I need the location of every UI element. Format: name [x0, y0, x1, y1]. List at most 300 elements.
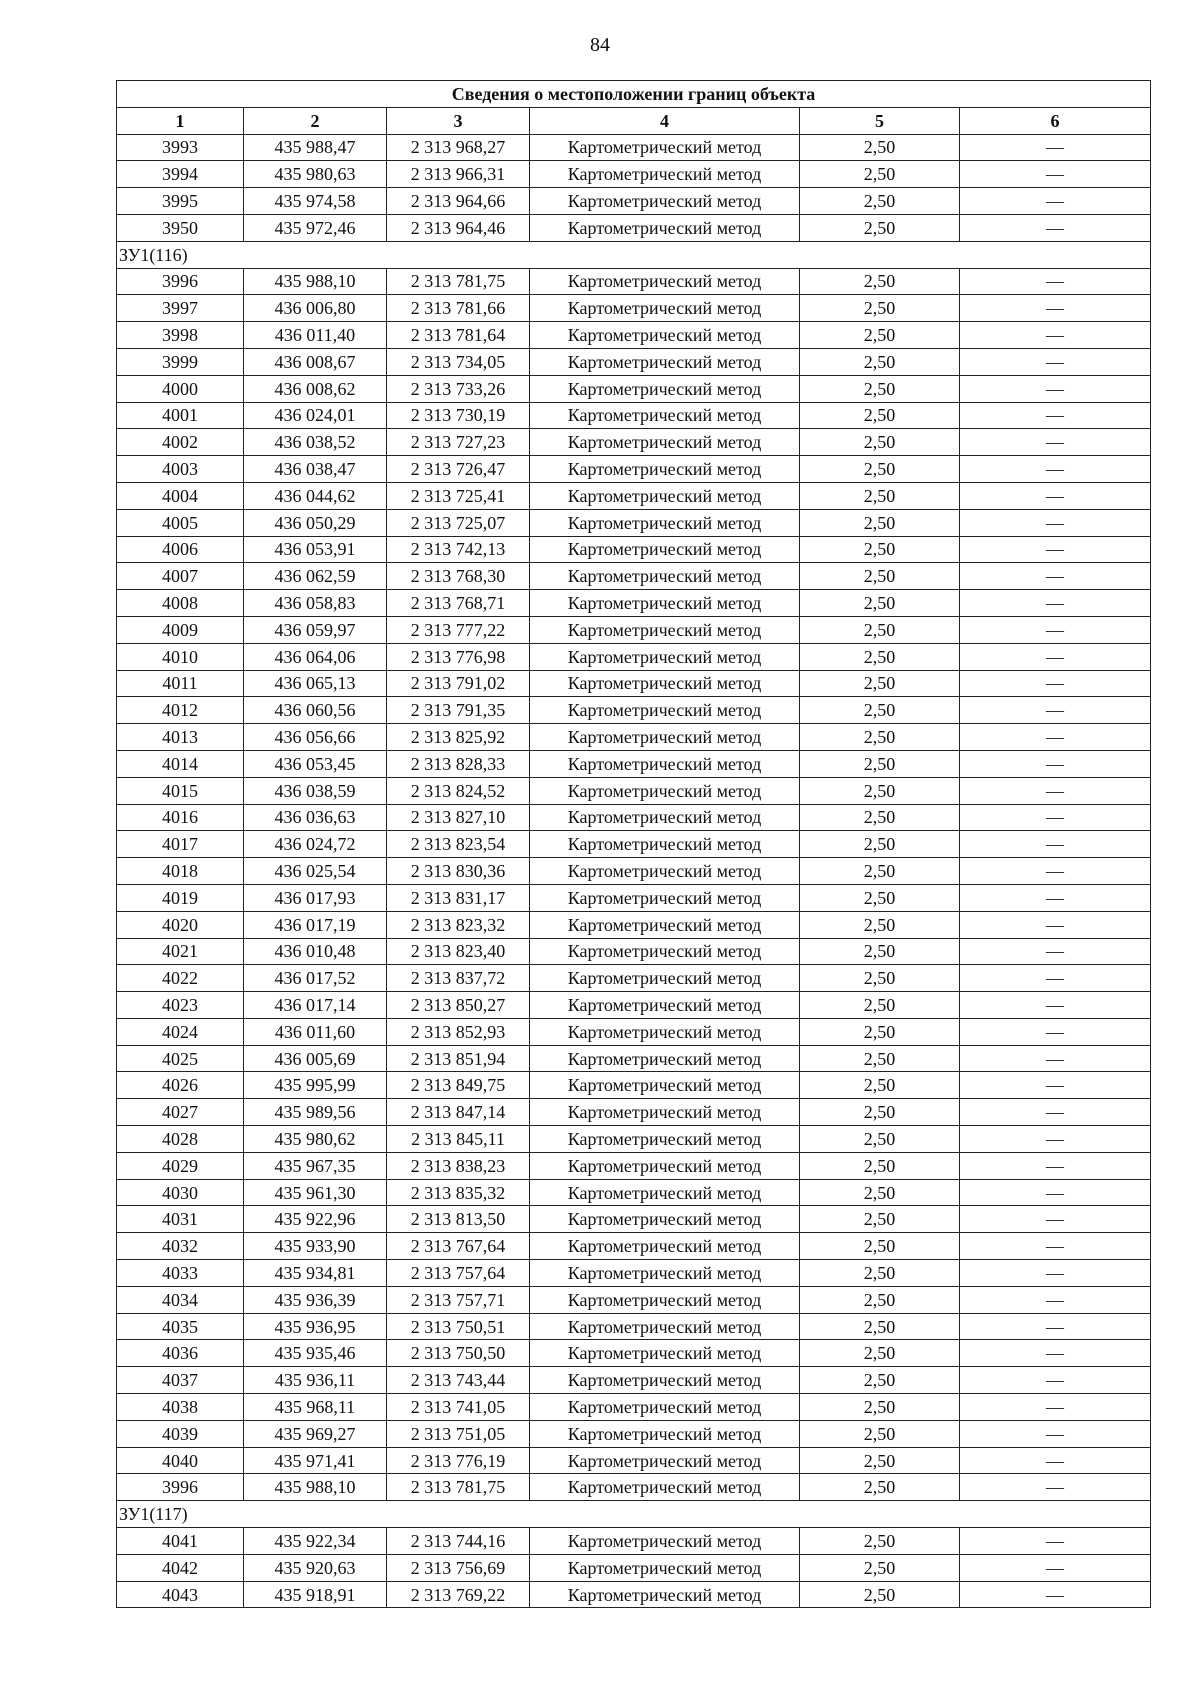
note-cell: —: [960, 429, 1151, 456]
x-coordinate-cell: 435 968,11: [244, 1394, 387, 1421]
y-coordinate-cell: 2 313 767,64: [387, 1233, 530, 1260]
x-coordinate-cell: 436 038,47: [244, 456, 387, 483]
x-coordinate-cell: 435 918,91: [244, 1581, 387, 1608]
y-coordinate-cell: 2 313 777,22: [387, 616, 530, 643]
method-cell: Картометрический метод: [530, 188, 800, 215]
x-coordinate-cell: 435 967,35: [244, 1152, 387, 1179]
note-cell: —: [960, 268, 1151, 295]
note-cell: —: [960, 1152, 1151, 1179]
accuracy-cell: 2,50: [800, 1554, 960, 1581]
table-row: [117, 992, 1151, 1019]
y-coordinate-cell: 2 313 730,19: [387, 402, 530, 429]
method-cell: Картометрический метод: [530, 509, 800, 536]
note-cell: —: [960, 1099, 1151, 1126]
x-coordinate-cell: 436 017,52: [244, 965, 387, 992]
coordinates-table: [116, 80, 1151, 1608]
point-number-cell: 4005: [117, 509, 244, 536]
accuracy-cell: 2,50: [800, 1260, 960, 1287]
y-coordinate-cell: 2 313 845,11: [387, 1126, 530, 1153]
accuracy-cell: 2,50: [800, 456, 960, 483]
note-cell: —: [960, 1313, 1151, 1340]
accuracy-cell: 2,50: [800, 348, 960, 375]
point-number-cell: 4031: [117, 1206, 244, 1233]
method-cell: Картометрический метод: [530, 1206, 800, 1233]
method-cell: Картометрический метод: [530, 456, 800, 483]
point-number-cell: 3998: [117, 322, 244, 349]
x-coordinate-cell: 436 024,72: [244, 831, 387, 858]
y-coordinate-cell: 2 313 824,52: [387, 777, 530, 804]
method-cell: Картометрический метод: [530, 402, 800, 429]
method-cell: Картометрический метод: [530, 670, 800, 697]
x-coordinate-cell: 436 058,83: [244, 590, 387, 617]
method-cell: Картометрический метод: [530, 777, 800, 804]
accuracy-cell: 2,50: [800, 214, 960, 241]
x-coordinate-cell: 435 988,10: [244, 268, 387, 295]
x-coordinate-cell: 435 934,81: [244, 1260, 387, 1287]
x-coordinate-cell: 436 053,45: [244, 750, 387, 777]
column-header: 4: [530, 107, 800, 134]
y-coordinate-cell: 2 313 768,30: [387, 563, 530, 590]
table-title-row: [117, 81, 1151, 108]
point-number-cell: 4033: [117, 1260, 244, 1287]
accuracy-cell: 2,50: [800, 1474, 960, 1501]
accuracy-cell: 2,50: [800, 1447, 960, 1474]
method-cell: Картометрический метод: [530, 965, 800, 992]
group-label: ЗУ1(116): [117, 241, 1151, 268]
accuracy-cell: 2,50: [800, 188, 960, 215]
column-header: 1: [117, 107, 244, 134]
table-row: [117, 402, 1151, 429]
note-cell: —: [960, 1528, 1151, 1555]
x-coordinate-cell: 435 935,46: [244, 1340, 387, 1367]
note-cell: —: [960, 1286, 1151, 1313]
accuracy-cell: 2,50: [800, 911, 960, 938]
column-header: 6: [960, 107, 1151, 134]
method-cell: Картометрический метод: [530, 536, 800, 563]
method-cell: Картометрический метод: [530, 1474, 800, 1501]
x-coordinate-cell: 435 988,10: [244, 1474, 387, 1501]
table-row: [117, 1099, 1151, 1126]
method-cell: Картометрический метод: [530, 750, 800, 777]
note-cell: —: [960, 214, 1151, 241]
y-coordinate-cell: 2 313 734,05: [387, 348, 530, 375]
point-number-cell: 4017: [117, 831, 244, 858]
accuracy-cell: 2,50: [800, 1072, 960, 1099]
table-row: [117, 268, 1151, 295]
method-cell: Картометрический метод: [530, 884, 800, 911]
point-number-cell: 4035: [117, 1313, 244, 1340]
accuracy-cell: 2,50: [800, 375, 960, 402]
method-cell: Картометрический метод: [530, 804, 800, 831]
accuracy-cell: 2,50: [800, 161, 960, 188]
accuracy-cell: 2,50: [800, 1313, 960, 1340]
point-number-cell: 4034: [117, 1286, 244, 1313]
accuracy-cell: 2,50: [800, 1152, 960, 1179]
note-cell: —: [960, 188, 1151, 215]
table-row: [117, 536, 1151, 563]
point-number-cell: 4023: [117, 992, 244, 1019]
note-cell: —: [960, 777, 1151, 804]
note-cell: —: [960, 509, 1151, 536]
method-cell: Картометрический метод: [530, 1554, 800, 1581]
point-number-cell: 4026: [117, 1072, 244, 1099]
table-row: [117, 1260, 1151, 1287]
x-coordinate-cell: 435 972,46: [244, 214, 387, 241]
table-row: [117, 1179, 1151, 1206]
note-cell: —: [960, 1340, 1151, 1367]
x-coordinate-cell: 435 969,27: [244, 1420, 387, 1447]
table-row: [117, 1313, 1151, 1340]
note-cell: —: [960, 402, 1151, 429]
point-number-cell: 3993: [117, 134, 244, 161]
y-coordinate-cell: 2 313 837,72: [387, 965, 530, 992]
method-cell: Картометрический метод: [530, 1340, 800, 1367]
accuracy-cell: 2,50: [800, 804, 960, 831]
note-cell: —: [960, 884, 1151, 911]
point-number-cell: 4029: [117, 1152, 244, 1179]
method-cell: Картометрический метод: [530, 1152, 800, 1179]
method-cell: Картометрический метод: [530, 1447, 800, 1474]
method-cell: Картометрический метод: [530, 1126, 800, 1153]
y-coordinate-cell: 2 313 847,14: [387, 1099, 530, 1126]
x-coordinate-cell: 435 936,95: [244, 1313, 387, 1340]
y-coordinate-cell: 2 313 813,50: [387, 1206, 530, 1233]
x-coordinate-cell: 436 017,19: [244, 911, 387, 938]
point-number-cell: 4015: [117, 777, 244, 804]
accuracy-cell: 2,50: [800, 643, 960, 670]
x-coordinate-cell: 436 038,52: [244, 429, 387, 456]
point-number-cell: 4016: [117, 804, 244, 831]
point-number-cell: 4037: [117, 1367, 244, 1394]
x-coordinate-cell: 435 936,11: [244, 1367, 387, 1394]
table-row: [117, 1126, 1151, 1153]
accuracy-cell: 2,50: [800, 429, 960, 456]
table-row: [117, 322, 1151, 349]
y-coordinate-cell: 2 313 852,93: [387, 1018, 530, 1045]
table-row: [117, 643, 1151, 670]
accuracy-cell: 2,50: [800, 616, 960, 643]
method-cell: Картометрический метод: [530, 1072, 800, 1099]
table-row: [117, 750, 1151, 777]
table-row: [117, 1447, 1151, 1474]
point-number-cell: 4000: [117, 375, 244, 402]
point-number-cell: 4027: [117, 1099, 244, 1126]
y-coordinate-cell: 2 313 823,40: [387, 938, 530, 965]
accuracy-cell: 2,50: [800, 1367, 960, 1394]
y-coordinate-cell: 2 313 742,13: [387, 536, 530, 563]
y-coordinate-cell: 2 313 750,50: [387, 1340, 530, 1367]
x-coordinate-cell: 436 011,40: [244, 322, 387, 349]
x-coordinate-cell: 435 933,90: [244, 1233, 387, 1260]
table-row: [117, 1152, 1151, 1179]
table-row: [117, 1206, 1151, 1233]
x-coordinate-cell: 436 062,59: [244, 563, 387, 590]
point-number-cell: 4036: [117, 1340, 244, 1367]
point-number-cell: 4011: [117, 670, 244, 697]
table-row: [117, 1233, 1151, 1260]
accuracy-cell: 2,50: [800, 697, 960, 724]
method-cell: Картометрический метод: [530, 161, 800, 188]
y-coordinate-cell: 2 313 781,75: [387, 268, 530, 295]
method-cell: Картометрический метод: [530, 1260, 800, 1287]
note-cell: —: [960, 1126, 1151, 1153]
point-number-cell: 4024: [117, 1018, 244, 1045]
accuracy-cell: 2,50: [800, 965, 960, 992]
method-cell: Картометрический метод: [530, 134, 800, 161]
x-coordinate-cell: 436 005,69: [244, 1045, 387, 1072]
table-row: [117, 161, 1151, 188]
method-cell: Картометрический метод: [530, 724, 800, 751]
point-number-cell: 3994: [117, 161, 244, 188]
method-cell: Картометрический метод: [530, 214, 800, 241]
method-cell: Картометрический метод: [530, 992, 800, 1019]
accuracy-cell: 2,50: [800, 1099, 960, 1126]
group-row: [117, 241, 1151, 268]
point-number-cell: 4022: [117, 965, 244, 992]
y-coordinate-cell: 2 313 743,44: [387, 1367, 530, 1394]
point-number-cell: 4007: [117, 563, 244, 590]
point-number-cell: 4041: [117, 1528, 244, 1555]
note-cell: —: [960, 1420, 1151, 1447]
method-cell: Картометрический метод: [530, 1179, 800, 1206]
note-cell: —: [960, 1581, 1151, 1608]
point-number-cell: 4028: [117, 1126, 244, 1153]
point-number-cell: 3997: [117, 295, 244, 322]
y-coordinate-cell: 2 313 791,02: [387, 670, 530, 697]
y-coordinate-cell: 2 313 725,07: [387, 509, 530, 536]
note-cell: —: [960, 804, 1151, 831]
y-coordinate-cell: 2 313 851,94: [387, 1045, 530, 1072]
accuracy-cell: 2,50: [800, 134, 960, 161]
accuracy-cell: 2,50: [800, 563, 960, 590]
note-cell: —: [960, 134, 1151, 161]
table-row: [117, 777, 1151, 804]
point-number-cell: 4040: [117, 1447, 244, 1474]
accuracy-cell: 2,50: [800, 295, 960, 322]
note-cell: —: [960, 616, 1151, 643]
note-cell: —: [960, 1233, 1151, 1260]
point-number-cell: 4001: [117, 402, 244, 429]
x-coordinate-cell: 436 024,01: [244, 402, 387, 429]
method-cell: Картометрический метод: [530, 1367, 800, 1394]
table-row: [117, 884, 1151, 911]
y-coordinate-cell: 2 313 769,22: [387, 1581, 530, 1608]
method-cell: Картометрический метод: [530, 1045, 800, 1072]
x-coordinate-cell: 435 961,30: [244, 1179, 387, 1206]
y-coordinate-cell: 2 313 966,31: [387, 161, 530, 188]
table-row: [117, 1045, 1151, 1072]
accuracy-cell: 2,50: [800, 1126, 960, 1153]
point-number-cell: 4025: [117, 1045, 244, 1072]
y-coordinate-cell: 2 313 727,23: [387, 429, 530, 456]
table-row: [117, 1367, 1151, 1394]
y-coordinate-cell: 2 313 838,23: [387, 1152, 530, 1179]
x-coordinate-cell: 436 025,54: [244, 858, 387, 885]
column-header: 2: [244, 107, 387, 134]
x-coordinate-cell: 435 980,62: [244, 1126, 387, 1153]
y-coordinate-cell: 2 313 757,71: [387, 1286, 530, 1313]
method-cell: Картометрический метод: [530, 295, 800, 322]
note-cell: —: [960, 1018, 1151, 1045]
point-number-cell: 4006: [117, 536, 244, 563]
y-coordinate-cell: 2 313 964,66: [387, 188, 530, 215]
x-coordinate-cell: 436 011,60: [244, 1018, 387, 1045]
note-cell: —: [960, 482, 1151, 509]
x-coordinate-cell: 436 010,48: [244, 938, 387, 965]
accuracy-cell: 2,50: [800, 1286, 960, 1313]
accuracy-cell: 2,50: [800, 831, 960, 858]
column-number-row: [117, 107, 1151, 134]
method-cell: Картометрический метод: [530, 643, 800, 670]
accuracy-cell: 2,50: [800, 1581, 960, 1608]
y-coordinate-cell: 2 313 781,66: [387, 295, 530, 322]
table-row: [117, 831, 1151, 858]
point-number-cell: 3950: [117, 214, 244, 241]
method-cell: Картометрический метод: [530, 858, 800, 885]
note-cell: —: [960, 965, 1151, 992]
x-coordinate-cell: 435 922,96: [244, 1206, 387, 1233]
point-number-cell: 3999: [117, 348, 244, 375]
table-row: [117, 1394, 1151, 1421]
x-coordinate-cell: 436 053,91: [244, 536, 387, 563]
point-number-cell: 4043: [117, 1581, 244, 1608]
x-coordinate-cell: 436 064,06: [244, 643, 387, 670]
accuracy-cell: 2,50: [800, 1018, 960, 1045]
note-cell: —: [960, 590, 1151, 617]
table-row: [117, 1072, 1151, 1099]
point-number-cell: 4003: [117, 456, 244, 483]
note-cell: —: [960, 1367, 1151, 1394]
point-number-cell: 4019: [117, 884, 244, 911]
method-cell: Картометрический метод: [530, 590, 800, 617]
accuracy-cell: 2,50: [800, 992, 960, 1019]
y-coordinate-cell: 2 313 744,16: [387, 1528, 530, 1555]
group-row: [117, 1501, 1151, 1528]
y-coordinate-cell: 2 313 823,54: [387, 831, 530, 858]
accuracy-cell: 2,50: [800, 884, 960, 911]
method-cell: Картометрический метод: [530, 1394, 800, 1421]
note-cell: —: [960, 563, 1151, 590]
table-row: [117, 482, 1151, 509]
method-cell: Картометрический метод: [530, 831, 800, 858]
x-coordinate-cell: 436 008,62: [244, 375, 387, 402]
accuracy-cell: 2,50: [800, 1394, 960, 1421]
y-coordinate-cell: 2 313 791,35: [387, 697, 530, 724]
table-row: [117, 724, 1151, 751]
method-cell: Картометрический метод: [530, 1581, 800, 1608]
note-cell: —: [960, 456, 1151, 483]
method-cell: Картометрический метод: [530, 697, 800, 724]
point-number-cell: 4010: [117, 643, 244, 670]
accuracy-cell: 2,50: [800, 590, 960, 617]
point-number-cell: 4012: [117, 697, 244, 724]
column-header: 5: [800, 107, 960, 134]
table-row: [117, 670, 1151, 697]
note-cell: —: [960, 1554, 1151, 1581]
method-cell: Картометрический метод: [530, 348, 800, 375]
y-coordinate-cell: 2 313 757,64: [387, 1260, 530, 1287]
note-cell: —: [960, 1260, 1151, 1287]
x-coordinate-cell: 435 988,47: [244, 134, 387, 161]
group-label: ЗУ1(117): [117, 1501, 1151, 1528]
note-cell: —: [960, 1394, 1151, 1421]
y-coordinate-cell: 2 313 828,33: [387, 750, 530, 777]
note-cell: —: [960, 1447, 1151, 1474]
note-cell: —: [960, 670, 1151, 697]
accuracy-cell: 2,50: [800, 268, 960, 295]
x-coordinate-cell: 436 060,56: [244, 697, 387, 724]
y-coordinate-cell: 2 313 968,27: [387, 134, 530, 161]
x-coordinate-cell: 435 989,56: [244, 1099, 387, 1126]
y-coordinate-cell: 2 313 825,92: [387, 724, 530, 751]
point-number-cell: 3995: [117, 188, 244, 215]
x-coordinate-cell: 436 050,29: [244, 509, 387, 536]
point-number-cell: 4020: [117, 911, 244, 938]
y-coordinate-cell: 2 313 733,26: [387, 375, 530, 402]
x-coordinate-cell: 436 017,14: [244, 992, 387, 1019]
table-row: [117, 804, 1151, 831]
accuracy-cell: 2,50: [800, 938, 960, 965]
x-coordinate-cell: 436 056,66: [244, 724, 387, 751]
point-number-cell: 4013: [117, 724, 244, 751]
table-row: [117, 214, 1151, 241]
note-cell: —: [960, 938, 1151, 965]
x-coordinate-cell: 435 995,99: [244, 1072, 387, 1099]
x-coordinate-cell: 436 017,93: [244, 884, 387, 911]
method-cell: Картометрический метод: [530, 1018, 800, 1045]
table-row: [117, 509, 1151, 536]
table-row: [117, 1554, 1151, 1581]
x-coordinate-cell: 435 980,63: [244, 161, 387, 188]
x-coordinate-cell: 436 036,63: [244, 804, 387, 831]
note-cell: —: [960, 322, 1151, 349]
y-coordinate-cell: 2 313 850,27: [387, 992, 530, 1019]
y-coordinate-cell: 2 313 725,41: [387, 482, 530, 509]
note-cell: —: [960, 750, 1151, 777]
point-number-cell: 4014: [117, 750, 244, 777]
note-cell: —: [960, 536, 1151, 563]
table-row: [117, 188, 1151, 215]
note-cell: —: [960, 643, 1151, 670]
note-cell: —: [960, 831, 1151, 858]
method-cell: Картометрический метод: [530, 911, 800, 938]
method-cell: Картометрический метод: [530, 563, 800, 590]
point-number-cell: 4039: [117, 1420, 244, 1447]
y-coordinate-cell: 2 313 741,05: [387, 1394, 530, 1421]
table-row: [117, 911, 1151, 938]
table-row: [117, 134, 1151, 161]
y-coordinate-cell: 2 313 776,19: [387, 1447, 530, 1474]
accuracy-cell: 2,50: [800, 750, 960, 777]
x-coordinate-cell: 436 059,97: [244, 616, 387, 643]
method-cell: Картометрический метод: [530, 1420, 800, 1447]
table-row: [117, 295, 1151, 322]
accuracy-cell: 2,50: [800, 509, 960, 536]
accuracy-cell: 2,50: [800, 1528, 960, 1555]
x-coordinate-cell: 435 920,63: [244, 1554, 387, 1581]
method-cell: Картометрический метод: [530, 616, 800, 643]
table-row: [117, 456, 1151, 483]
note-cell: —: [960, 375, 1151, 402]
table-row: [117, 616, 1151, 643]
table-row: [117, 697, 1151, 724]
y-coordinate-cell: 2 313 756,69: [387, 1554, 530, 1581]
note-cell: —: [960, 724, 1151, 751]
point-number-cell: 4030: [117, 1179, 244, 1206]
y-coordinate-cell: 2 313 750,51: [387, 1313, 530, 1340]
accuracy-cell: 2,50: [800, 482, 960, 509]
table-row: [117, 858, 1151, 885]
